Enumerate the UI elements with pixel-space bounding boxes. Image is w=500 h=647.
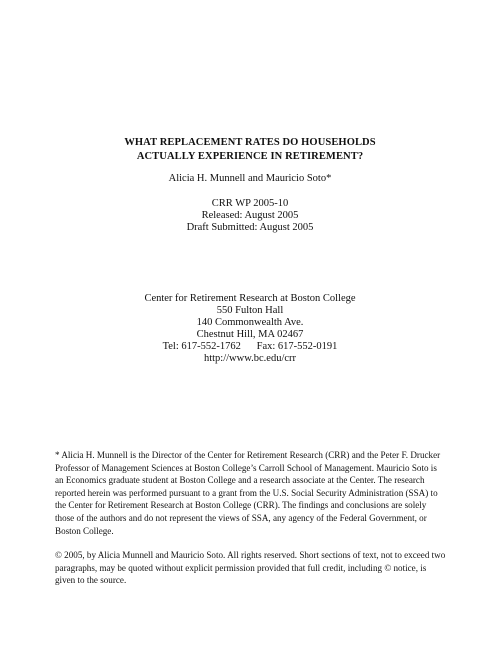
paper-title — [0, 136, 500, 164]
address-line-3: Chestnut Hill, MA 02467 — [196, 329, 304, 341]
working-paper-number: CRR WP 2005-10 — [211, 198, 289, 209]
author-footnote — [55, 449, 447, 537]
release-date: Released: August 2005 — [201, 210, 299, 221]
website-link[interactable]: http://www.bc.edu/crr — [203, 353, 297, 365]
title-line-2: ACTUALLY EXPERIENCE IN RETIREMENT? — [136, 151, 364, 162]
footnote-line: Professor of Management Sciences at Boston College’s Carroll School of Management. Mauricio Soto is — [55, 462, 437, 473]
footnote-line: Boston College. — [55, 525, 114, 536]
title-line-1: WHAT REPLACEMENT RATES DO HOUSEHOLDS — [124, 137, 376, 148]
paper-info — [0, 198, 500, 234]
organization: Center for Retirement Research at Boston College — [144, 293, 356, 304]
copyright-line: © 2005, by Alicia Munnell and Mauricio Soto. All rights reserved. Short sections of text, not to exceed two — [55, 550, 446, 560]
address-line-2: 140 Commonwealth Ave. — [196, 317, 304, 329]
footnote-line: an Economics graduate student at Boston College and a research associate at the Center. The research — [55, 475, 425, 486]
phone-fax: Tel: 617-552-1762 Fax: 617-552-0191 — [162, 341, 338, 353]
copyright-notice — [55, 549, 447, 587]
authors: Alicia H. Munnell and Mauricio Soto* — [168, 173, 332, 184]
copyright-line: given to the source. — [55, 575, 127, 586]
footnote-line: those of the authors and do not represent the views of SSA, any agency of the Federal Government, or — [55, 512, 427, 523]
address-block — [0, 293, 500, 366]
address-line-1: 550 Fulton Hall — [216, 305, 284, 317]
copyright-line: paragraphs, may be quoted without explicit permission provided that full credit, including © notice, is — [55, 562, 427, 573]
footnote-line: the Center for Retirement Research at Boston College (CRR). The findings and conclusions are solely — [55, 500, 427, 511]
footnote-line: reported herein was performed pursuant to a grant from the U.S. Social Security Administration (SSA) to — [55, 487, 438, 498]
footnote-line: * Alicia H. Munnell is the Director of the Center for Retirement Research (CRR) and the Peter F. Drucker — [55, 450, 441, 460]
submission-date: Draft Submitted: August 2005 — [186, 222, 314, 233]
